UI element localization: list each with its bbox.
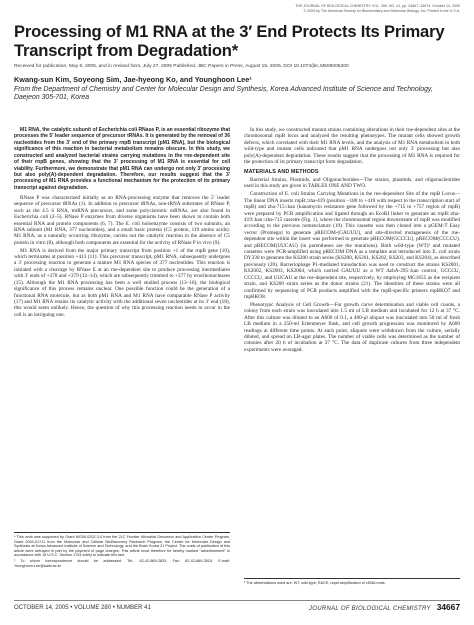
methods-construction: Construction of E. coli Strains Carrying Mutations in the rne-dependent Site of the rnpB Locus—The linear DNA inserts rnpB::zha-419 (position −180 to +419 with respect to the transcription start of rnpB) and zha-715::kan (kanamycin resistance gene followed by the +715 to +757 region of rnpB) were prepared by PCR amplification and ligated through an EcoRI linker to generate an rnpB::zha-419::kan::zha-715 cassette (Fig. 1), where the chromosomal region downstream of rnpB was modified according to the previous nomenclature (19). This cassette was then cloned into a pGEM-T Easy vector (Promega) to generate pRECOM-(GAUUU), and site-directed mutagenesis of the rne-dependent site within the insert was performed to generate pRECOM(GCCCU), pRECOM(CCCCU), and pRECOM(UUCAU) (in parentheses are the mutations). Both wild-type (WT)² and mutated cassettes were PCR-amplified using pRECOM DNA as a template and introduced into E. coli strain DY330 to generate the KS200 strain series (KS200, KS201, KS202, KS203, and KS204), as described previously (20). Bacteriophage P1-mediated transduction was used to construct the strains KS2001, KS2002, KS2003, KS2004, which carried GAUUU as a WT ΔzhA-295::kan control, GCCCU, CCCCU, and UUCAU at the rne-dependent site, respectively, by employing MG1655 as the recipient strain, and KS200 strain series as the donor strains (21). The identities of these strains were all confirmed by sequencing of PCR products amplified with the rnpB-specific primers rnpBKO7 and rnpBKO8. [244, 191, 460, 301]
footnotes [14, 532, 230, 570]
intro-paragraph-2: M1 RNA is derived from the major primary transcript from position +1 of the rnpB gene (10), which terminates at position +413 (11). This precursor transcript, pM1 RNA, subsequently undergoes a 3′ processing reaction to generate a mature M1 RNA species of 377 nucleotides. This reaction is initiated with a cleavage by RNase E at an rne-dependent site to produce processing intermediates with 3′ ends of +378 and +379 (12–14), which are subsequently trimmed to +377 by exoribonucleases (15). Although the M1 RNA processing has been a well studied process (13–16), the biological significance of this process remains unclear. One possible function could be the generation of a functional RNA molecule, but as both pM1 RNA and M1 RNA have comparable RNase P activity (17) and M1 RNA retains its catalytic activity with the additional seven nucleotides at its 3′ end (18), this would seem unlikely. Hence, the question of why this processing reaction needs to occur in the cell is an intriguing one. [14, 247, 230, 318]
intro-paragraph-1: RNase P was characterized initially as an RNA-processing enzyme that removes the 5′ leader sequence of precursor tRNAs (1). In addition to precursor tRNAs, non-tRNA substrates of RNase P, such as the 4.5 S RNA, tmRNA precursors, and some polycistronic mRNAs, are also found in Escherichia coli (2–5). RNase P enzymes from diverse organisms have been shown to contain both essential RNA and protein components (6, 7). The E. coli holoenzyme consists of two subunits, an RNA subunit (M1 RNA, 377 nucleotides), and a small basic protein (C5 protein, 119 amino acids). M1 RNA, as a naturally occurring ribozyme, carries out the catalytic reaction in the absence of C5 protein in vitro (8), although both components are essential for the activity of RNase P in vivo (9). [14, 194, 230, 246]
footer-journal [309, 603, 460, 613]
left-column [14, 127, 230, 320]
abstract-text: M1 RNA, the catalytic subunit of Escherichia coli RNase P, is an essential ribozyme that processes the 5′ leader sequence of precursor tRNAs. It is generated by the removal of 36 nucleotides from the 3′ end of the primary rnpB transcript (pM1 RNA), but the biological significance of this reaction in bacterial metabolism remains obscure. In this study, we constructed and analyzed bacterial strains carrying mutations in the rne-dependent site of their rnpB genes, showing that the 3′ processing of M1 RNA is essential for cell viability. Furthermore, we demonstrate that pM1 RNA can undergo not only 3′ processing but also poly(A)-dependent degradation. Therefore, our results suggest that the 3′ processing of M1 RNA provides a functional mechanism for the protection of its primary transcript against degradation. [14, 127, 230, 191]
journal-header [220, 4, 460, 13]
received-dates: Received for publication, May 6, 2005, and in revised form, July 27, 2005 Published, JBC Papers in Press, August 15, 2005, DOI 10.1074/jbc.M505005200 [14, 64, 349, 69]
article-title: Processing of M1 RNA at the 3′ End Protects Its Primary Transcript from Degradation* [14, 22, 445, 60]
journal-header-line1: THE JOURNAL OF BIOLOGICAL CHEMISTRY VOL. 280, NO. 41, pp. 34667–34674, October 14, 2005 [295, 4, 460, 8]
methods-heading: MATERIALS AND METHODS [244, 168, 319, 175]
intro-paragraph-3: In this study, we constructed mutant strains containing alterations in their rne-dependent sites at the chromosomal rnpB locus and analyzed the resulting phenotypes. The mutant cells showed growth defects, which correlated with their M1 RNA levels, and the analysis of M1 RNA metabolism in both wild-type and mutant cells indicated that pM1 RNA undergoes not only 3′ processing but also poly(A)-dependent degradation. These results suggest that the processing of M1 RNA is required for the protection of its primary transcript form degradation. [244, 127, 460, 166]
abbreviations-text: ² The abbreviations used are: WT, wild type; RACE, rapid amplification of cDNA ends. [244, 581, 386, 585]
funding-footnote: * This work was supported by Grant MG05-0202-3-0 from the 21C Frontier Microbial Genomics and Application Center Program, Grant 2004-01711 from the Molecular and Cellular BioDiscovery Research Program, the Center for Molecular Design and Synthesis at Korea Advanced Institute of Science and Technology, and the Brain Korea 21 Project. The costs of publication of this article were defrayed in part by the payment of page charges. This article must therefore be hereby marked “advertisement” in accordance with 18 U.S.C. Section 1734 solely to indicate this fact. [14, 535, 230, 558]
footer-journal-name: JOURNAL OF BIOLOGICAL CHEMISTRY [308, 606, 431, 612]
journal-header-line2: © 2005 by The American Society for Biochemistry and Molecular Biology, Inc. Printed in the U.S.A. [303, 8, 460, 13]
correspondence-footnote: ¹ To whom correspondence should be addressed. Tel.: 82-42-869-2832; Fax: 82-42-869-2810; E-mail: Younghoon.Lee@kaist.ac.kr. [14, 559, 230, 568]
page-number: 34667 [436, 602, 460, 612]
methods-strains: Bacterial Strains, Plasmids, and Oligonucleotides—The strains, plasmids, and oligonucleotides used in this study are given in TABLES ONE AND TWO. [244, 177, 460, 190]
right-column [244, 127, 460, 355]
methods-growth: Phenotypic Analysis of Cell Growth—For growth curve determination and viable cell counts, a colony from each strain was inoculated into 1.5 ml of LB medium and incubated for 12 h at 37 °C. After this culture was diluted to an A600 of 0.1, a 400-μl aliquot was inoculated into 50 ml of fresh LB medium in a 250-ml Erlenmeyer flask, and cell growth progression was monitored by A600 readings at different time points. At each point, aliquots were withdrawn from the culture, serially diluted, and spread on LB-agar plates. The number of viable cells was determined as the number of colonies after 20 h of incubation at 37 °C. The data of duplicate cultures from three independent experiments were averaged. [244, 301, 460, 353]
footer-issue-info: OCTOBER 14, 2005 • VOLUME 280 • NUMBER 41 [14, 605, 151, 611]
abstract [14, 127, 230, 191]
footer-divider [14, 600, 460, 601]
author-affiliation: From the Department of Chemistry and Center for Molecular Design and Synthesis, Korea Advanced Institute of Science and Technology, Daejeon 305-701, Korea [14, 86, 433, 102]
abbreviations-footnote [244, 578, 460, 586]
author-list: Kwang-sun Kim, Soyeong Sim, Jae-hyeong Ko, and Younghoon Lee¹ [14, 75, 252, 84]
